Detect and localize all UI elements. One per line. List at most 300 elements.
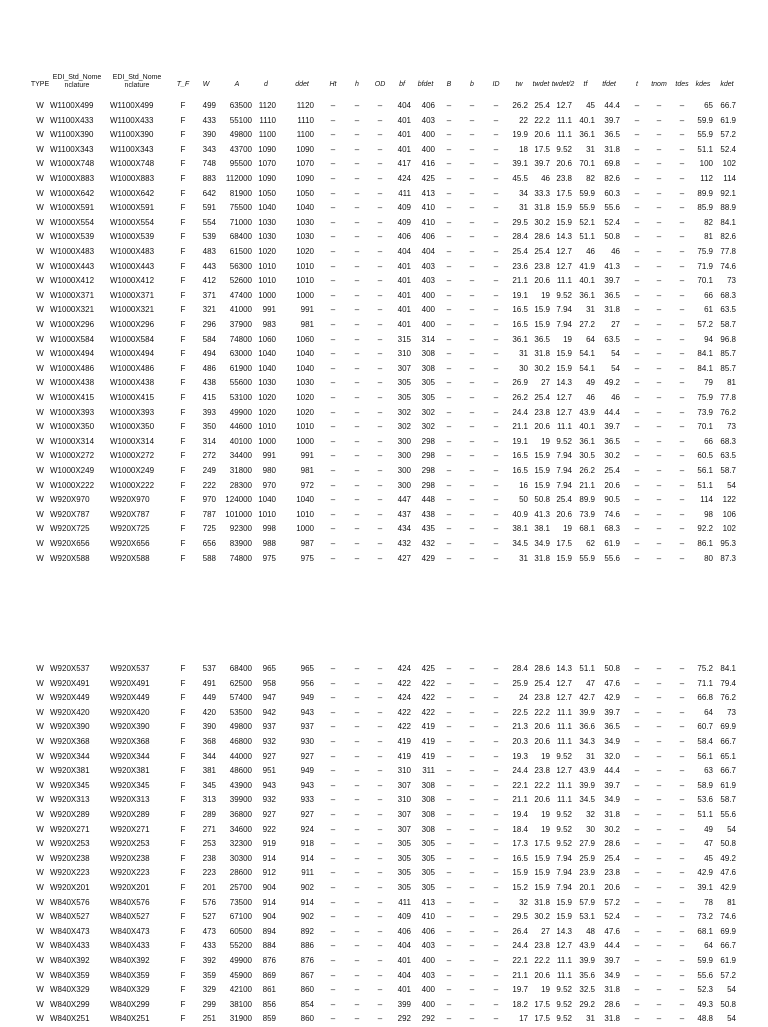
table-cell: W1100X499 <box>50 101 94 110</box>
table-cell: 40.9 <box>512 509 528 519</box>
table-cell: 92300 <box>229 524 252 534</box>
table-cell: W <box>36 985 44 995</box>
table-cell: 302 <box>421 422 435 432</box>
table-cell: 15.9 <box>556 912 572 922</box>
table-cell: 19.4 <box>512 810 528 819</box>
table-cell: 1020 <box>296 247 314 256</box>
table-cell: 55.6 <box>697 970 713 980</box>
table-cell: 51.1 <box>579 664 595 673</box>
header-od: OD <box>374 81 386 88</box>
table-cell: 18.4 <box>512 824 528 834</box>
table-cell: W1000X393 <box>50 407 95 417</box>
table-cell: 21.1 <box>512 276 528 286</box>
table-cell: 15.9 <box>534 320 550 329</box>
table-row <box>0 735 768 750</box>
table-cell: – <box>679 276 685 286</box>
table-cell: 448 <box>421 495 435 505</box>
table-cell: W <box>36 480 44 490</box>
table-cell: 36.1 <box>579 436 595 446</box>
table-cell: W920X390 <box>110 722 150 732</box>
table-cell: 51.1 <box>697 144 713 154</box>
table-cell: 576 <box>202 897 216 907</box>
table-cell: – <box>330 188 336 198</box>
table-cell: – <box>377 999 383 1009</box>
table-cell: 400 <box>421 956 435 965</box>
table-cell: 66.8 <box>697 693 713 703</box>
table-row <box>0 216 768 231</box>
table-cell: 39900 <box>229 795 252 805</box>
table-cell: 100 <box>699 159 713 169</box>
table-cell: – <box>634 999 640 1009</box>
table-cell: – <box>634 912 640 922</box>
table-cell: 25.4 <box>534 101 550 110</box>
table-cell: 949 <box>300 766 314 776</box>
table-cell: 7.94 <box>556 853 572 863</box>
table-cell: 1120 <box>296 101 314 110</box>
table-cell: 1010 <box>296 276 314 286</box>
table-cell: 58.7 <box>720 795 736 805</box>
table-cell: – <box>656 320 662 329</box>
table-cell: 57.2 <box>720 970 736 980</box>
table-cell: – <box>656 985 662 995</box>
table-cell: – <box>354 203 360 213</box>
table-cell: 42100 <box>229 985 252 995</box>
table-cell: 64 <box>586 334 595 344</box>
table-cell: – <box>330 553 336 563</box>
table-cell: 31.8 <box>604 305 620 315</box>
table-cell: – <box>656 407 662 417</box>
table-cell: 73 <box>727 276 736 286</box>
table-cell: 11.1 <box>557 115 572 125</box>
table-cell: 249 <box>202 466 216 475</box>
table-cell: 48600 <box>229 766 252 776</box>
table-cell: W <box>36 839 44 849</box>
table-cell: 39.9 <box>579 956 595 965</box>
table-cell: 892 <box>300 926 314 936</box>
table-cell: F <box>180 217 186 227</box>
table-cell: – <box>446 174 452 183</box>
table-row <box>0 289 768 304</box>
table-cell: W <box>36 203 44 213</box>
table-cell: 987 <box>300 539 314 548</box>
table-cell: – <box>377 883 383 892</box>
table-cell: W <box>36 217 44 227</box>
table-cell: W840X527 <box>50 912 90 922</box>
table-cell: W920X449 <box>110 693 150 703</box>
table-cell: – <box>446 941 452 951</box>
table-cell: – <box>679 839 685 849</box>
table-cell: – <box>469 941 475 951</box>
table-cell: – <box>493 707 499 717</box>
table-cell: 494 <box>202 349 216 359</box>
table-cell: 554 <box>202 217 216 227</box>
header-a: A <box>234 81 240 88</box>
table-cell: – <box>469 664 475 673</box>
table-cell: W <box>36 232 44 242</box>
table-cell: 1010 <box>258 261 276 271</box>
table-cell: W840X359 <box>50 970 90 980</box>
table-cell: 1000 <box>258 290 276 300</box>
table-cell: 56300 <box>229 261 252 271</box>
table-cell: 1040 <box>258 495 276 505</box>
table-cell: W920X368 <box>110 737 150 746</box>
table-cell: 34.5 <box>579 795 595 805</box>
table-cell: 16.5 <box>512 320 528 329</box>
table-cell: – <box>377 766 383 776</box>
table-cell: W <box>36 912 44 922</box>
table-cell: 970 <box>202 495 216 505</box>
table-cell: 1000 <box>258 436 276 446</box>
table-cell: F <box>180 363 186 373</box>
table-cell: W <box>36 509 44 519</box>
table-cell: – <box>446 334 452 344</box>
table-cell: – <box>446 144 452 154</box>
table-cell: 12.7 <box>556 678 572 688</box>
table-cell: W920X345 <box>110 780 150 790</box>
table-cell: – <box>354 693 360 703</box>
table-cell: 787 <box>202 509 216 519</box>
table-cell: 904 <box>262 883 276 892</box>
table-cell: – <box>354 810 360 819</box>
table-cell: – <box>493 766 499 776</box>
table-cell: – <box>679 188 685 198</box>
table-cell: – <box>330 232 336 242</box>
table-cell: W <box>36 707 44 717</box>
table-cell: 894 <box>262 926 276 936</box>
table-cell: – <box>634 349 640 359</box>
table-cell: 1060 <box>296 334 314 344</box>
table-cell: 31.8 <box>604 144 620 154</box>
table-cell: 84.1 <box>720 664 736 673</box>
table-row <box>0 493 768 508</box>
table-cell: – <box>354 524 360 534</box>
table-cell: – <box>354 678 360 688</box>
table-cell: – <box>656 853 662 863</box>
table-row <box>0 764 768 779</box>
table-cell: 15.9 <box>534 466 550 475</box>
table-cell: – <box>493 664 499 673</box>
table-cell: – <box>656 130 662 140</box>
table-cell: – <box>634 707 640 717</box>
header-twdet-2: twdet/2 <box>551 81 575 88</box>
table-cell: 65.1 <box>720 751 736 761</box>
table-cell: 21.1 <box>512 795 528 805</box>
table-cell: 20.6 <box>556 159 572 169</box>
table-cell: – <box>330 737 336 746</box>
table-cell: 84.1 <box>697 349 713 359</box>
table-cell: 30.2 <box>604 824 620 834</box>
table-cell: 22.1 <box>512 780 528 790</box>
table-cell: – <box>469 707 475 717</box>
table-cell: 305 <box>397 868 411 878</box>
table-cell: 23.8 <box>604 868 620 878</box>
table-cell: – <box>656 553 662 563</box>
table-cell: W1100X390 <box>110 130 154 140</box>
table-cell: 473 <box>202 926 216 936</box>
table-cell: W920X345 <box>50 780 90 790</box>
table-header <box>0 74 768 98</box>
table-cell: 29.2 <box>579 999 595 1009</box>
table-cell: 859 <box>262 1014 276 1024</box>
table-cell: – <box>656 188 662 198</box>
table-cell: 55.9 <box>579 553 595 563</box>
table-cell: 307 <box>397 810 411 819</box>
table-cell: – <box>354 247 360 256</box>
table-cell: – <box>469 174 475 183</box>
table-cell: 32.0 <box>604 751 620 761</box>
table-cell: 25.4 <box>604 466 620 475</box>
table-cell: – <box>679 422 685 432</box>
table-cell: 406 <box>421 926 435 936</box>
table-cell: 25.4 <box>534 247 550 256</box>
table-cell: 62 <box>586 539 595 548</box>
table-cell: F <box>180 305 186 315</box>
table-cell: – <box>446 261 452 271</box>
table-cell: 588 <box>202 553 216 563</box>
table-cell: 61.9 <box>720 956 736 965</box>
table-cell: 52.3 <box>697 985 713 995</box>
table-cell: F <box>180 737 186 746</box>
table-cell: – <box>469 349 475 359</box>
table-cell: – <box>330 407 336 417</box>
table-cell: W <box>36 956 44 965</box>
table-cell: 36.5 <box>604 436 620 446</box>
table-cell: – <box>377 305 383 315</box>
table-cell: 49.3 <box>697 999 713 1009</box>
table-cell: – <box>377 261 383 271</box>
table-cell: 15.9 <box>534 480 550 490</box>
table-cell: W840X433 <box>50 941 90 951</box>
table-cell: 7.94 <box>556 883 572 892</box>
table-cell: 11.1 <box>557 276 572 286</box>
table-cell: 432 <box>421 539 435 548</box>
table-cell: – <box>634 693 640 703</box>
table-cell: 12.7 <box>556 261 572 271</box>
table-cell: – <box>656 539 662 548</box>
table-cell: 45 <box>704 853 713 863</box>
table-cell: – <box>679 524 685 534</box>
table-cell: 1000 <box>296 290 314 300</box>
table-cell: – <box>634 751 640 761</box>
table-cell: W1000X296 <box>110 320 155 329</box>
table-cell: – <box>354 363 360 373</box>
table-cell: W1000X393 <box>110 407 155 417</box>
table-cell: – <box>330 305 336 315</box>
table-cell: W840X576 <box>50 897 90 907</box>
table-cell: – <box>330 320 336 329</box>
table-cell: 43.9 <box>579 407 595 417</box>
table-cell: 36.5 <box>534 334 550 344</box>
table-cell: 305 <box>421 883 435 892</box>
table-row <box>0 837 768 852</box>
table-cell: – <box>469 780 475 790</box>
table-cell: – <box>446 868 452 878</box>
table-cell: 970 <box>262 480 276 490</box>
table-cell: 20.6 <box>534 722 550 732</box>
table-cell: 972 <box>300 480 314 490</box>
table-cell: 350 <box>202 422 216 432</box>
table-cell: 15.9 <box>534 868 550 878</box>
table-cell: 983 <box>262 320 276 329</box>
table-cell: – <box>656 883 662 892</box>
table-cell: – <box>656 524 662 534</box>
table-cell: 20.6 <box>604 883 620 892</box>
table-cell: – <box>330 217 336 227</box>
table-cell: 49.2 <box>604 378 620 388</box>
table-cell: – <box>634 261 640 271</box>
table-cell: 39.7 <box>534 159 550 169</box>
table-cell: – <box>446 824 452 834</box>
table-cell: 406 <box>397 232 411 242</box>
table-cell: 42.9 <box>697 868 713 878</box>
table-cell: F <box>180 970 186 980</box>
table-cell: – <box>469 868 475 878</box>
table-cell: 19 <box>541 436 550 446</box>
table-cell: 30.5 <box>579 451 595 461</box>
table-cell: – <box>446 466 452 475</box>
table-cell: 63.5 <box>720 305 736 315</box>
table-cell: 36.5 <box>604 130 620 140</box>
table-cell: F <box>180 897 186 907</box>
table-cell: 329 <box>202 985 216 995</box>
table-cell: – <box>679 678 685 688</box>
table-cell: W1000X296 <box>50 320 95 329</box>
table-row <box>0 522 768 537</box>
table-cell: 305 <box>397 378 411 388</box>
table-cell: 55.6 <box>604 553 620 563</box>
table-cell: W920X970 <box>50 495 90 505</box>
table-cell: – <box>469 203 475 213</box>
table-cell: 308 <box>421 795 435 805</box>
table-cell: – <box>354 999 360 1009</box>
table-cell: 20.3 <box>512 737 528 746</box>
table-cell: W920X656 <box>110 539 150 548</box>
table-cell: – <box>330 693 336 703</box>
table-cell: W <box>36 130 44 140</box>
table-row <box>0 99 768 114</box>
table-cell: – <box>656 795 662 805</box>
table-cell: 60.5 <box>697 451 713 461</box>
table-row <box>0 852 768 867</box>
table-cell: 991 <box>262 305 276 315</box>
table-cell: – <box>330 378 336 388</box>
table-cell: 400 <box>421 144 435 154</box>
table-cell: 43900 <box>229 780 252 790</box>
table-cell: 28.6 <box>534 232 550 242</box>
table-cell: 36.1 <box>512 334 528 344</box>
table-cell: – <box>656 722 662 732</box>
table-cell: 1020 <box>296 393 314 402</box>
table-cell: – <box>446 766 452 776</box>
table-cell: 432 <box>397 539 411 548</box>
table-cell: 31.8 <box>604 810 620 819</box>
table-cell: 406 <box>421 232 435 242</box>
table-cell: – <box>446 101 452 110</box>
table-cell: 1010 <box>258 422 276 432</box>
table-cell: 30.2 <box>604 451 620 461</box>
table-cell: 58.4 <box>697 737 713 746</box>
table-cell: 924 <box>300 824 314 834</box>
table-cell: 914 <box>262 853 276 863</box>
table-cell: – <box>330 261 336 271</box>
table-cell: – <box>377 509 383 519</box>
table-cell: 61.9 <box>720 780 736 790</box>
table-cell: 1050 <box>296 188 314 198</box>
table-cell: 860 <box>300 1014 314 1024</box>
table-cell: – <box>656 941 662 951</box>
table-cell: 311 <box>422 766 435 776</box>
table-cell: W840X251 <box>110 1014 150 1024</box>
table-cell: 42.9 <box>604 693 620 703</box>
table-cell: 76.2 <box>720 407 736 417</box>
table-cell: 321 <box>202 305 216 315</box>
table-row <box>0 954 768 969</box>
header-b: b <box>470 81 474 88</box>
table-cell: 17.3 <box>512 839 528 849</box>
table-cell: – <box>469 217 475 227</box>
table-cell: 12.7 <box>556 393 572 402</box>
table-cell: W1000X554 <box>110 217 155 227</box>
table-cell: F <box>180 130 186 140</box>
table-cell: 251 <box>202 1014 216 1024</box>
table-cell: – <box>330 766 336 776</box>
table-cell: – <box>330 203 336 213</box>
table-row <box>0 750 768 765</box>
table-row <box>0 464 768 479</box>
table-cell: – <box>446 956 452 965</box>
table-row <box>0 274 768 289</box>
table-cell: 39.7 <box>604 115 620 125</box>
table-cell: – <box>493 115 499 125</box>
table-cell: 308 <box>421 363 435 373</box>
table-cell: 50.8 <box>720 839 736 849</box>
table-cell: 1000 <box>296 436 314 446</box>
table-cell: – <box>377 795 383 805</box>
table-cell: – <box>679 466 685 475</box>
table-cell: 44.4 <box>604 766 620 776</box>
table-cell: W <box>36 144 44 154</box>
table-cell: F <box>180 795 186 805</box>
table-cell: 55100 <box>229 115 252 125</box>
table-cell: 50.8 <box>720 999 736 1009</box>
table-cell: 54 <box>611 349 620 359</box>
table-cell: 419 <box>397 751 411 761</box>
table-cell: 20.1 <box>579 883 595 892</box>
table-cell: 918 <box>300 839 314 849</box>
table-cell: 28.6 <box>604 999 620 1009</box>
table-cell: 310 <box>397 766 411 776</box>
table-cell: W <box>36 766 44 776</box>
table-cell: – <box>354 664 360 673</box>
table-cell: – <box>634 766 640 776</box>
table-cell: – <box>634 737 640 746</box>
table-cell: – <box>330 1014 336 1024</box>
table-cell: 9.52 <box>556 810 572 819</box>
table-cell: W920X491 <box>50 678 90 688</box>
table-cell: – <box>354 912 360 922</box>
table-cell: 591 <box>202 203 216 213</box>
table-cell: 927 <box>262 751 276 761</box>
table-cell: 22.5 <box>512 707 528 717</box>
table-cell: 271 <box>202 824 216 834</box>
table-cell: 50.8 <box>604 232 620 242</box>
table-cell: 449 <box>202 693 216 703</box>
table-cell: – <box>679 941 685 951</box>
table-cell: – <box>377 217 383 227</box>
table-cell: 47.6 <box>720 868 736 878</box>
table-cell: – <box>656 664 662 673</box>
table-cell: 124000 <box>225 495 252 505</box>
